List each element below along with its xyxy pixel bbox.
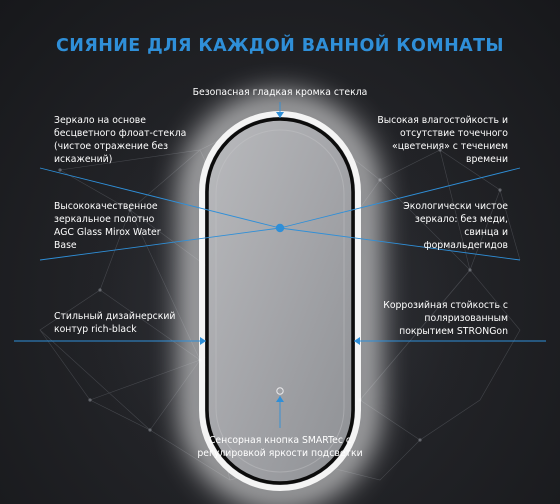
callout-top: Безопасная гладкая кромка стекла bbox=[192, 87, 368, 98]
callout-left-1: Зеркало на основе бесцветного флоат-стекла (чистое отражение без искажений) bbox=[54, 115, 187, 165]
page-title: СИЯНИЕ ДЛЯ КАЖДОЙ ВАННОЙ КОМНАТЫ bbox=[56, 36, 504, 56]
callout-right-3: Коррозийная стойкость с поляризованным покрытием STRONGon bbox=[383, 300, 508, 337]
callout-right-2: Экологически чистое зеркало: без меди, свинца и формальдегидов bbox=[403, 201, 508, 251]
center-point bbox=[276, 224, 284, 232]
callout-left-3: Стильный дизайнерский контур rich-black bbox=[54, 311, 176, 335]
mirror-glass bbox=[207, 119, 353, 483]
callout-right-1: Высокая влагостойкость и отсутствие точечного «цветения» с течением времени bbox=[377, 115, 508, 165]
callout-bottom: Сенсорная кнопка SMARTec с регулировкой яркости подсветки bbox=[197, 435, 363, 459]
callout-left-2: Высококачественное зеркальное полотно AGC Glass Mirox Water Base bbox=[54, 201, 161, 251]
